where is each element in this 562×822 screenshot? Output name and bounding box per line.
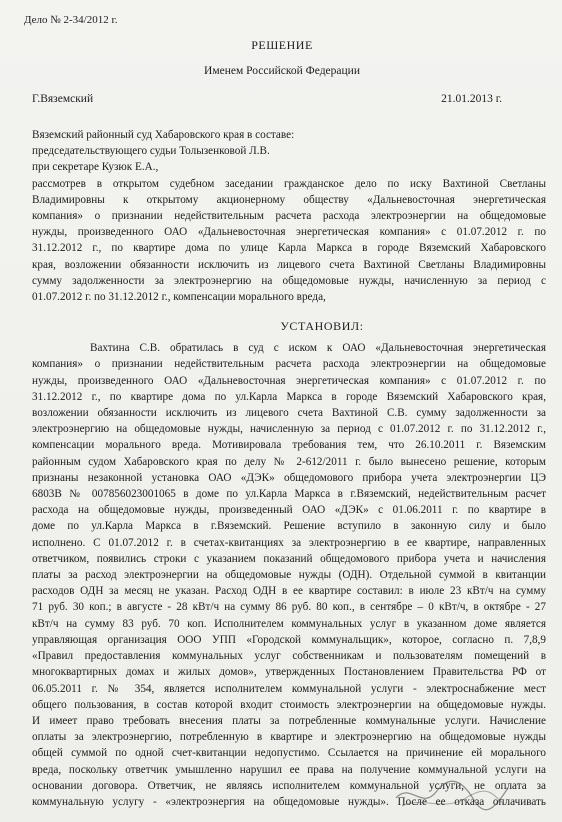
body-line: 31.12.2012 г., по квартире дома по ул.Карла Маркса в городе Вяземский Хабаровского края,: [32, 390, 546, 403]
body-line: 6803В № 007856023001065 в доме по ул.Карла Маркса в г.Вяземский, недействительным расчет: [32, 488, 546, 501]
body-line: возложении обязанности исключить из лицевого счета Вахтиной С.В. сумму задолженности за: [32, 407, 546, 420]
document-title: РЕШЕНИЕ: [251, 38, 313, 52]
body-line: управляющая организация ООО УПП «Городской коммунальщик», которое, согласно п. 7,8,9: [32, 633, 546, 646]
body-line: расхода на общедомовые нужды, произведенный ОАО «ДЭК» с 01.06.2011 г. по квартире в: [32, 504, 546, 517]
intro-line: компания» о признании недействительным расчета расхода электроэнергии на общедомовые: [32, 210, 546, 223]
date: 21.01.2013 г.: [441, 93, 502, 105]
intro-line: нужды, произведенного ОАО «Дальневосточная энергетическая компания» с 01.07.2012 г. по: [32, 226, 546, 239]
body-line: районным судом Хабаровского края по делу № 2-612/2011 г. было вынесено решение, которым: [32, 455, 546, 468]
place-date-row: [18, 93, 546, 105]
intro-line: Вяземский районный суд Хабаровского края в составе:: [32, 129, 295, 141]
intro-line: сумму задолженности за электроэнергию на общедомовые нужды, начисленную за период с: [32, 274, 546, 287]
intro-line: председательствующего судьи Толызенковой Л.В.: [32, 145, 270, 158]
body-block: [18, 340, 546, 810]
body-line: признаны незаконной установка ОАО «ДЭК» общедомового прибора учета электроэнергии ЦЭ: [32, 471, 546, 484]
body-line: 71 руб. 30 коп.; в августе - 28 кВт/ч на сумму 86 руб. 80 коп., в сентябре – 0 кВт/ч, в октябре - 27: [32, 601, 546, 614]
body-line: основании договора. Ответчик, не являясь исполнителем коммунальной услуги, не оплата за: [32, 779, 546, 792]
body-line: платы за расход электроэнергии на общедомовые нужды (ОДН). Отдельной суммой в квитанции: [32, 569, 546, 582]
intro-line: при секретаре Кузюк Е.А.,: [32, 161, 159, 174]
body-line: И имеет право требовать внесения платы за потребленные коммунальные услуги. Начисление: [32, 714, 546, 727]
body-line: ответчиком, появились строки с указанием показаний общедомового прибора учета и начисления: [32, 552, 546, 565]
intro-block: [18, 127, 546, 305]
body-line: общего пользования, в состав которой входит стоимость электроэнергии на общедомовые нужды.: [32, 698, 546, 711]
intro-line: Владимировны к открытому акционерному обществу «Дальневосточная энергетическая: [32, 193, 546, 206]
body-line: компания» о признании недействительным расчета расхода электроэнергии на общедомовые: [32, 358, 546, 371]
body-line: Вахтина С.В. обратилась в суд с иском к ОАО «Дальневосточная энергетическая: [90, 342, 546, 355]
document-subtitle: Именем Российской Федерации: [204, 65, 360, 77]
body-line: коммунальную услугу - «электроэнергия на общедомовые нужды». После ее отказа оплачивать: [32, 795, 546, 808]
intro-line: 01.07.2012 г. по 31.12.2012 г., компенсации морального вреда,: [32, 291, 326, 304]
section-heading: УСТАНОВИЛ:: [280, 319, 364, 334]
body-line: нужды, произведенного ОАО «Дальневосточная энергетическая компания» с 01.07.2012 г. по: [32, 374, 546, 387]
body-line: общей суммой по одной счет-квитанции недопустимо. Ссылается на причинение ей морального: [32, 747, 546, 760]
intro-line: 31.12.2012 г., по квартире дома по улице Карла Маркса в городе Вяземский Хабаровского: [32, 242, 546, 255]
body-line: многоквартирных домах и жилых домов», утвержденных Постановлением Правительства РФ от: [32, 666, 546, 679]
body-line: расходов ОДН за месяц не указан. Расход ОДН в ее квартире составил: в июле 23 кВт/ч на сумму: [32, 585, 546, 598]
body-line: 06.05.2011 г. № 354, является исполнителем коммунальной услуги - электроснабжение мест: [32, 682, 546, 695]
case-number: Дело № 2-34/2012 г.: [24, 14, 118, 26]
handwritten-scribble: [392, 776, 512, 814]
intro-line: края, возложении обязанности исключить из лицевого счета Вахтиной Светланы Владимировны: [32, 258, 546, 271]
body-line: исполнено. С 01.07.2012 г. в счетах-квитанциях за электроэнергию в ее квартире, направленных: [32, 536, 546, 549]
body-line: электроэнергию на общедомовые нужды, начисленную за период с 01.07.2012 г. по 31.12.2012 г.,: [32, 423, 546, 436]
body-line: доме по ул.Карла Маркса в г.Вяземский. Решение вступило в законную силу и было: [32, 520, 546, 533]
body-line: «Правил предоставления коммунальных услуг собственникам и пользователям помещений в: [32, 650, 546, 663]
body-line: компенсации морального вреда. Мотивировала требования тем, что 26.10.2011 г. Вяземским: [32, 439, 546, 452]
body-line: оплаты за электроэнергию, потребленную в квартире и электроэнергию на общедомовые нужды: [32, 731, 546, 744]
place: Г.Вяземский: [32, 93, 94, 105]
body-line: вреда, поскольку ответчик умышленно нарушил ее права на получение коммунальной услуги на: [32, 763, 546, 776]
intro-line: рассмотрев в открытом судебном заседании гражданское дело по иску Вахтиной Светланы: [32, 177, 546, 190]
body-line: кВт/ч на сумму 83 руб. 70 коп. Исполнителем коммунальных услуг в указанном доме является: [32, 617, 546, 630]
